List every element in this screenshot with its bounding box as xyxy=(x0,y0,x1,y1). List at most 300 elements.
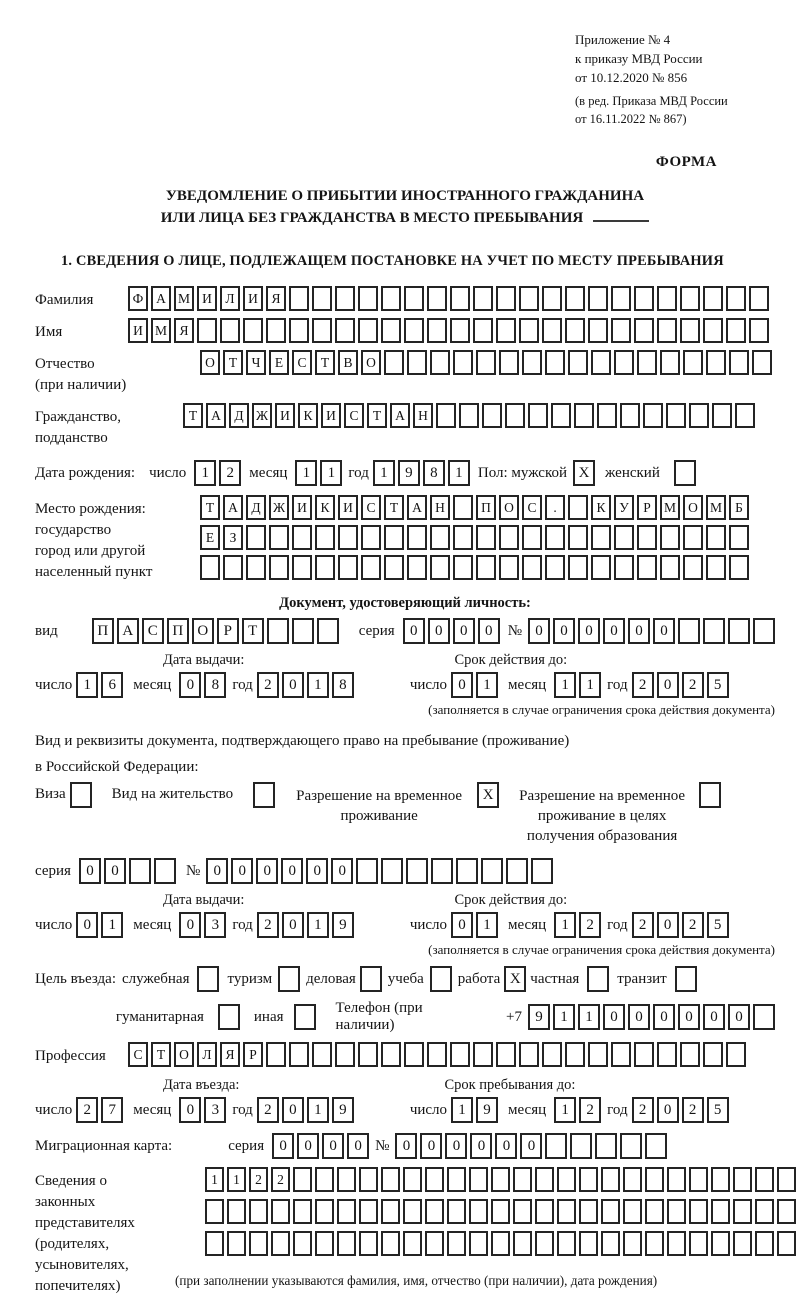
char-cell[interactable] xyxy=(689,403,709,428)
char-cell[interactable] xyxy=(755,1167,774,1192)
char-cell[interactable] xyxy=(450,286,470,311)
purpose-tourism-checkbox[interactable] xyxy=(278,966,300,992)
char-cell[interactable] xyxy=(657,1042,677,1067)
char-cell[interactable] xyxy=(338,555,358,580)
char-cell[interactable]: 1 xyxy=(579,672,601,698)
char-cell[interactable]: Ж xyxy=(252,403,272,428)
char-cell[interactable] xyxy=(476,555,496,580)
char-cell[interactable] xyxy=(246,555,266,580)
char-cell[interactable] xyxy=(407,555,427,580)
char-cell[interactable] xyxy=(611,286,631,311)
char-cell[interactable]: 3 xyxy=(204,912,226,938)
char-cell[interactable] xyxy=(535,1167,554,1192)
char-cell[interactable]: 0 xyxy=(451,672,473,698)
char-cell[interactable]: 1 xyxy=(554,1097,576,1123)
char-cell[interactable] xyxy=(473,318,493,343)
char-cell[interactable]: П xyxy=(167,618,189,644)
char-cell[interactable]: Т xyxy=(183,403,203,428)
purpose-study-checkbox[interactable] xyxy=(430,966,452,992)
char-cell[interactable]: 1 xyxy=(101,912,123,938)
char-cell[interactable] xyxy=(557,1167,576,1192)
char-cell[interactable] xyxy=(645,1231,664,1256)
char-cell[interactable]: С xyxy=(128,1042,148,1067)
char-cell[interactable] xyxy=(545,350,565,375)
char-cell[interactable]: 2 xyxy=(579,1097,601,1123)
char-cell[interactable] xyxy=(358,318,378,343)
char-cell[interactable] xyxy=(611,318,631,343)
char-cell[interactable]: 0 xyxy=(678,1004,700,1030)
char-cell[interactable] xyxy=(683,525,703,550)
char-cell[interactable]: М xyxy=(706,495,726,520)
char-cell[interactable] xyxy=(634,318,654,343)
char-cell[interactable] xyxy=(312,318,332,343)
char-cell[interactable]: 0 xyxy=(206,858,228,884)
char-cell[interactable] xyxy=(293,1231,312,1256)
char-cell[interactable]: 2 xyxy=(632,672,654,698)
char-cell[interactable]: 0 xyxy=(306,858,328,884)
char-cell[interactable] xyxy=(519,1042,539,1067)
char-cell[interactable] xyxy=(657,318,677,343)
char-cell[interactable] xyxy=(545,525,565,550)
char-cell[interactable]: 1 xyxy=(307,912,329,938)
char-cell[interactable] xyxy=(499,525,519,550)
char-cell[interactable]: Р xyxy=(637,495,657,520)
char-cell[interactable] xyxy=(601,1199,620,1224)
char-cell[interactable] xyxy=(657,286,677,311)
char-cell[interactable] xyxy=(407,350,427,375)
char-cell[interactable] xyxy=(447,1231,466,1256)
char-cell[interactable]: И xyxy=(338,495,358,520)
char-cell[interactable] xyxy=(431,858,453,884)
char-cell[interactable]: 0 xyxy=(453,618,475,644)
char-cell[interactable]: 5 xyxy=(707,912,729,938)
char-cell[interactable] xyxy=(637,555,657,580)
char-cell[interactable] xyxy=(269,555,289,580)
char-cell[interactable] xyxy=(777,1199,796,1224)
char-cell[interactable] xyxy=(482,403,502,428)
char-cell[interactable]: 0 xyxy=(256,858,278,884)
char-cell[interactable] xyxy=(703,286,723,311)
char-cell[interactable] xyxy=(473,1042,493,1067)
char-cell[interactable] xyxy=(611,1042,631,1067)
char-cell[interactable] xyxy=(337,1167,356,1192)
char-cell[interactable] xyxy=(623,1167,642,1192)
char-cell[interactable] xyxy=(425,1167,444,1192)
char-cell[interactable] xyxy=(361,555,381,580)
char-cell[interactable]: 0 xyxy=(428,618,450,644)
char-cell[interactable] xyxy=(620,1133,642,1159)
char-cell[interactable]: И xyxy=(292,495,312,520)
purpose-private-checkbox[interactable] xyxy=(587,966,609,992)
char-cell[interactable]: 0 xyxy=(76,912,98,938)
char-cell[interactable] xyxy=(249,1231,268,1256)
char-cell[interactable] xyxy=(726,318,746,343)
char-cell[interactable]: 0 xyxy=(653,618,675,644)
sex-female-checkbox[interactable] xyxy=(674,460,696,486)
char-cell[interactable] xyxy=(315,555,335,580)
char-cell[interactable] xyxy=(755,1231,774,1256)
char-cell[interactable] xyxy=(645,1167,664,1192)
char-cell[interactable] xyxy=(591,555,611,580)
char-cell[interactable]: Ж xyxy=(269,495,289,520)
char-cell[interactable] xyxy=(361,525,381,550)
char-cell[interactable] xyxy=(476,525,496,550)
char-cell[interactable] xyxy=(660,555,680,580)
char-cell[interactable] xyxy=(568,495,588,520)
char-cell[interactable] xyxy=(678,618,700,644)
purpose-transit-checkbox[interactable] xyxy=(675,966,697,992)
char-cell[interactable]: 0 xyxy=(451,912,473,938)
char-cell[interactable]: 0 xyxy=(653,1004,675,1030)
char-cell[interactable] xyxy=(777,1231,796,1256)
char-cell[interactable] xyxy=(381,318,401,343)
char-cell[interactable]: 0 xyxy=(282,672,304,698)
char-cell[interactable] xyxy=(706,350,726,375)
char-cell[interactable] xyxy=(381,1231,400,1256)
char-cell[interactable]: 0 xyxy=(470,1133,492,1159)
char-cell[interactable]: 0 xyxy=(657,912,679,938)
char-cell[interactable] xyxy=(450,1042,470,1067)
char-cell[interactable] xyxy=(335,318,355,343)
purpose-work-checkbox[interactable]: X xyxy=(504,966,526,992)
char-cell[interactable]: А xyxy=(151,286,171,311)
char-cell[interactable] xyxy=(643,403,663,428)
char-cell[interactable] xyxy=(269,525,289,550)
char-cell[interactable]: Д xyxy=(229,403,249,428)
char-cell[interactable] xyxy=(752,350,772,375)
char-cell[interactable] xyxy=(312,1042,332,1067)
char-cell[interactable] xyxy=(447,1167,466,1192)
char-cell[interactable] xyxy=(680,286,700,311)
char-cell[interactable] xyxy=(476,350,496,375)
char-cell[interactable] xyxy=(531,858,553,884)
char-cell[interactable] xyxy=(513,1167,532,1192)
char-cell[interactable] xyxy=(660,525,680,550)
char-cell[interactable] xyxy=(312,286,332,311)
char-cell[interactable]: 1 xyxy=(451,1097,473,1123)
char-cell[interactable]: С xyxy=(344,403,364,428)
char-cell[interactable]: 0 xyxy=(478,618,500,644)
char-cell[interactable]: 2 xyxy=(682,1097,704,1123)
char-cell[interactable] xyxy=(565,286,585,311)
char-cell[interactable] xyxy=(726,286,746,311)
char-cell[interactable] xyxy=(711,1167,730,1192)
char-cell[interactable] xyxy=(733,1199,752,1224)
char-cell[interactable] xyxy=(491,1167,510,1192)
char-cell[interactable] xyxy=(227,1231,246,1256)
char-cell[interactable]: К xyxy=(315,495,335,520)
char-cell[interactable] xyxy=(528,403,548,428)
char-cell[interactable] xyxy=(729,525,749,550)
char-cell[interactable]: Д xyxy=(246,495,266,520)
char-cell[interactable]: 7 xyxy=(101,1097,123,1123)
char-cell[interactable] xyxy=(404,318,424,343)
char-cell[interactable]: 2 xyxy=(76,1097,98,1123)
char-cell[interactable] xyxy=(289,1042,309,1067)
char-cell[interactable] xyxy=(522,555,542,580)
char-cell[interactable] xyxy=(755,1199,774,1224)
char-cell[interactable] xyxy=(570,1133,592,1159)
char-cell[interactable] xyxy=(601,1167,620,1192)
char-cell[interactable] xyxy=(200,555,220,580)
char-cell[interactable] xyxy=(154,858,176,884)
char-cell[interactable]: 2 xyxy=(257,672,279,698)
char-cell[interactable]: 0 xyxy=(603,1004,625,1030)
char-cell[interactable]: 0 xyxy=(395,1133,417,1159)
char-cell[interactable] xyxy=(491,1199,510,1224)
char-cell[interactable]: 0 xyxy=(628,618,650,644)
char-cell[interactable]: И xyxy=(275,403,295,428)
char-cell[interactable]: К xyxy=(298,403,318,428)
char-cell[interactable]: 0 xyxy=(179,912,201,938)
char-cell[interactable] xyxy=(568,555,588,580)
char-cell[interactable] xyxy=(205,1199,224,1224)
char-cell[interactable] xyxy=(519,318,539,343)
char-cell[interactable] xyxy=(246,525,266,550)
char-cell[interactable] xyxy=(499,555,519,580)
char-cell[interactable] xyxy=(667,1199,686,1224)
char-cell[interactable]: 1 xyxy=(227,1167,246,1192)
char-cell[interactable]: А xyxy=(407,495,427,520)
char-cell[interactable] xyxy=(565,1042,585,1067)
char-cell[interactable]: 0 xyxy=(553,618,575,644)
char-cell[interactable] xyxy=(499,350,519,375)
char-cell[interactable] xyxy=(358,286,378,311)
char-cell[interactable] xyxy=(634,1042,654,1067)
char-cell[interactable] xyxy=(749,286,769,311)
char-cell[interactable]: 8 xyxy=(423,460,445,486)
char-cell[interactable]: С xyxy=(292,350,312,375)
char-cell[interactable] xyxy=(753,618,775,644)
char-cell[interactable]: 2 xyxy=(682,912,704,938)
char-cell[interactable]: У xyxy=(614,495,634,520)
char-cell[interactable]: Н xyxy=(413,403,433,428)
char-cell[interactable]: 0 xyxy=(282,912,304,938)
char-cell[interactable] xyxy=(706,555,726,580)
char-cell[interactable] xyxy=(588,286,608,311)
char-cell[interactable] xyxy=(381,1042,401,1067)
char-cell[interactable]: 1 xyxy=(476,672,498,698)
char-cell[interactable] xyxy=(557,1199,576,1224)
char-cell[interactable] xyxy=(430,555,450,580)
char-cell[interactable] xyxy=(574,403,594,428)
char-cell[interactable]: 1 xyxy=(205,1167,224,1192)
char-cell[interactable]: 0 xyxy=(657,672,679,698)
char-cell[interactable]: 1 xyxy=(554,912,576,938)
sex-male-checkbox[interactable]: X xyxy=(573,460,595,486)
char-cell[interactable]: Е xyxy=(200,525,220,550)
char-cell[interactable] xyxy=(551,403,571,428)
char-cell[interactable]: Б xyxy=(729,495,749,520)
char-cell[interactable]: 1 xyxy=(307,672,329,698)
char-cell[interactable] xyxy=(535,1231,554,1256)
char-cell[interactable] xyxy=(197,318,217,343)
char-cell[interactable] xyxy=(535,1199,554,1224)
char-cell[interactable] xyxy=(522,525,542,550)
char-cell[interactable]: О xyxy=(200,350,220,375)
char-cell[interactable] xyxy=(315,525,335,550)
char-cell[interactable] xyxy=(469,1199,488,1224)
char-cell[interactable]: 2 xyxy=(579,912,601,938)
char-cell[interactable] xyxy=(689,1199,708,1224)
char-cell[interactable] xyxy=(381,1167,400,1192)
char-cell[interactable] xyxy=(645,1133,667,1159)
char-cell[interactable]: 2 xyxy=(257,912,279,938)
char-cell[interactable] xyxy=(623,1199,642,1224)
char-cell[interactable]: О xyxy=(683,495,703,520)
char-cell[interactable] xyxy=(358,1042,378,1067)
char-cell[interactable] xyxy=(680,1042,700,1067)
char-cell[interactable] xyxy=(381,1199,400,1224)
char-cell[interactable] xyxy=(595,1133,617,1159)
char-cell[interactable] xyxy=(473,286,493,311)
char-cell[interactable] xyxy=(459,403,479,428)
char-cell[interactable]: 2 xyxy=(632,912,654,938)
char-cell[interactable] xyxy=(453,495,473,520)
char-cell[interactable]: М xyxy=(174,286,194,311)
char-cell[interactable] xyxy=(427,318,447,343)
char-cell[interactable] xyxy=(712,403,732,428)
char-cell[interactable]: 1 xyxy=(476,912,498,938)
char-cell[interactable] xyxy=(680,318,700,343)
char-cell[interactable] xyxy=(289,286,309,311)
char-cell[interactable]: Ф xyxy=(128,286,148,311)
char-cell[interactable]: 0 xyxy=(528,618,550,644)
char-cell[interactable] xyxy=(683,350,703,375)
char-cell[interactable]: Я xyxy=(266,286,286,311)
char-cell[interactable]: 8 xyxy=(332,672,354,698)
char-cell[interactable] xyxy=(469,1167,488,1192)
char-cell[interactable] xyxy=(292,555,312,580)
char-cell[interactable]: 9 xyxy=(476,1097,498,1123)
char-cell[interactable] xyxy=(591,525,611,550)
char-cell[interactable]: 0 xyxy=(657,1097,679,1123)
char-cell[interactable] xyxy=(703,318,723,343)
char-cell[interactable]: 0 xyxy=(281,858,303,884)
char-cell[interactable]: 0 xyxy=(628,1004,650,1030)
char-cell[interactable] xyxy=(753,1004,775,1030)
char-cell[interactable] xyxy=(404,1042,424,1067)
char-cell[interactable]: 1 xyxy=(295,460,317,486)
char-cell[interactable]: 0 xyxy=(420,1133,442,1159)
char-cell[interactable] xyxy=(227,1199,246,1224)
char-cell[interactable]: Т xyxy=(315,350,335,375)
char-cell[interactable]: 0 xyxy=(297,1133,319,1159)
char-cell[interactable] xyxy=(568,350,588,375)
char-cell[interactable] xyxy=(469,1231,488,1256)
char-cell[interactable] xyxy=(436,403,456,428)
char-cell[interactable] xyxy=(338,525,358,550)
char-cell[interactable] xyxy=(542,286,562,311)
char-cell[interactable]: 9 xyxy=(332,1097,354,1123)
char-cell[interactable] xyxy=(220,318,240,343)
char-cell[interactable] xyxy=(614,350,634,375)
char-cell[interactable] xyxy=(337,1231,356,1256)
visa-checkbox[interactable] xyxy=(70,782,92,808)
char-cell[interactable]: Н xyxy=(430,495,450,520)
char-cell[interactable]: 0 xyxy=(322,1133,344,1159)
char-cell[interactable] xyxy=(557,1231,576,1256)
char-cell[interactable] xyxy=(666,403,686,428)
residence-permit-checkbox[interactable] xyxy=(253,782,275,808)
char-cell[interactable] xyxy=(407,525,427,550)
char-cell[interactable] xyxy=(683,555,703,580)
char-cell[interactable]: 3 xyxy=(204,1097,226,1123)
char-cell[interactable] xyxy=(689,1231,708,1256)
char-cell[interactable]: Л xyxy=(220,286,240,311)
char-cell[interactable] xyxy=(425,1231,444,1256)
char-cell[interactable]: 2 xyxy=(632,1097,654,1123)
temp-residence-edu-checkbox[interactable] xyxy=(699,782,721,808)
char-cell[interactable]: 0 xyxy=(347,1133,369,1159)
char-cell[interactable] xyxy=(637,525,657,550)
char-cell[interactable]: Т xyxy=(384,495,404,520)
char-cell[interactable] xyxy=(601,1231,620,1256)
char-cell[interactable] xyxy=(505,403,525,428)
char-cell[interactable]: Ч xyxy=(246,350,266,375)
char-cell[interactable]: 1 xyxy=(578,1004,600,1030)
char-cell[interactable] xyxy=(249,1199,268,1224)
char-cell[interactable]: 0 xyxy=(179,1097,201,1123)
char-cell[interactable] xyxy=(542,318,562,343)
char-cell[interactable] xyxy=(205,1231,224,1256)
char-cell[interactable] xyxy=(703,1042,723,1067)
char-cell[interactable] xyxy=(266,318,286,343)
char-cell[interactable]: 1 xyxy=(373,460,395,486)
char-cell[interactable] xyxy=(403,1199,422,1224)
char-cell[interactable]: 8 xyxy=(204,672,226,698)
char-cell[interactable] xyxy=(359,1199,378,1224)
char-cell[interactable] xyxy=(726,1042,746,1067)
char-cell[interactable] xyxy=(588,1042,608,1067)
char-cell[interactable]: О xyxy=(361,350,381,375)
char-cell[interactable] xyxy=(267,618,289,644)
char-cell[interactable] xyxy=(481,858,503,884)
purpose-humanitarian-checkbox[interactable] xyxy=(218,1004,240,1030)
char-cell[interactable] xyxy=(568,525,588,550)
char-cell[interactable] xyxy=(522,350,542,375)
char-cell[interactable] xyxy=(359,1231,378,1256)
char-cell[interactable] xyxy=(579,1231,598,1256)
char-cell[interactable] xyxy=(496,1042,516,1067)
char-cell[interactable]: 0 xyxy=(104,858,126,884)
char-cell[interactable] xyxy=(591,350,611,375)
char-cell[interactable]: С xyxy=(361,495,381,520)
char-cell[interactable] xyxy=(597,403,617,428)
char-cell[interactable]: 0 xyxy=(520,1133,542,1159)
char-cell[interactable] xyxy=(335,286,355,311)
char-cell[interactable]: И xyxy=(243,286,263,311)
char-cell[interactable] xyxy=(660,350,680,375)
char-cell[interactable] xyxy=(406,858,428,884)
char-cell[interactable]: Т xyxy=(151,1042,171,1067)
char-cell[interactable] xyxy=(271,1231,290,1256)
char-cell[interactable] xyxy=(689,1167,708,1192)
char-cell[interactable] xyxy=(293,1167,312,1192)
char-cell[interactable] xyxy=(614,555,634,580)
char-cell[interactable] xyxy=(381,858,403,884)
char-cell[interactable] xyxy=(335,1042,355,1067)
char-cell[interactable] xyxy=(614,525,634,550)
char-cell[interactable] xyxy=(634,286,654,311)
char-cell[interactable]: И xyxy=(321,403,341,428)
char-cell[interactable] xyxy=(565,318,585,343)
char-cell[interactable]: 1 xyxy=(194,460,216,486)
char-cell[interactable]: 2 xyxy=(249,1167,268,1192)
char-cell[interactable]: 0 xyxy=(79,858,101,884)
char-cell[interactable] xyxy=(317,618,339,644)
char-cell[interactable] xyxy=(381,286,401,311)
